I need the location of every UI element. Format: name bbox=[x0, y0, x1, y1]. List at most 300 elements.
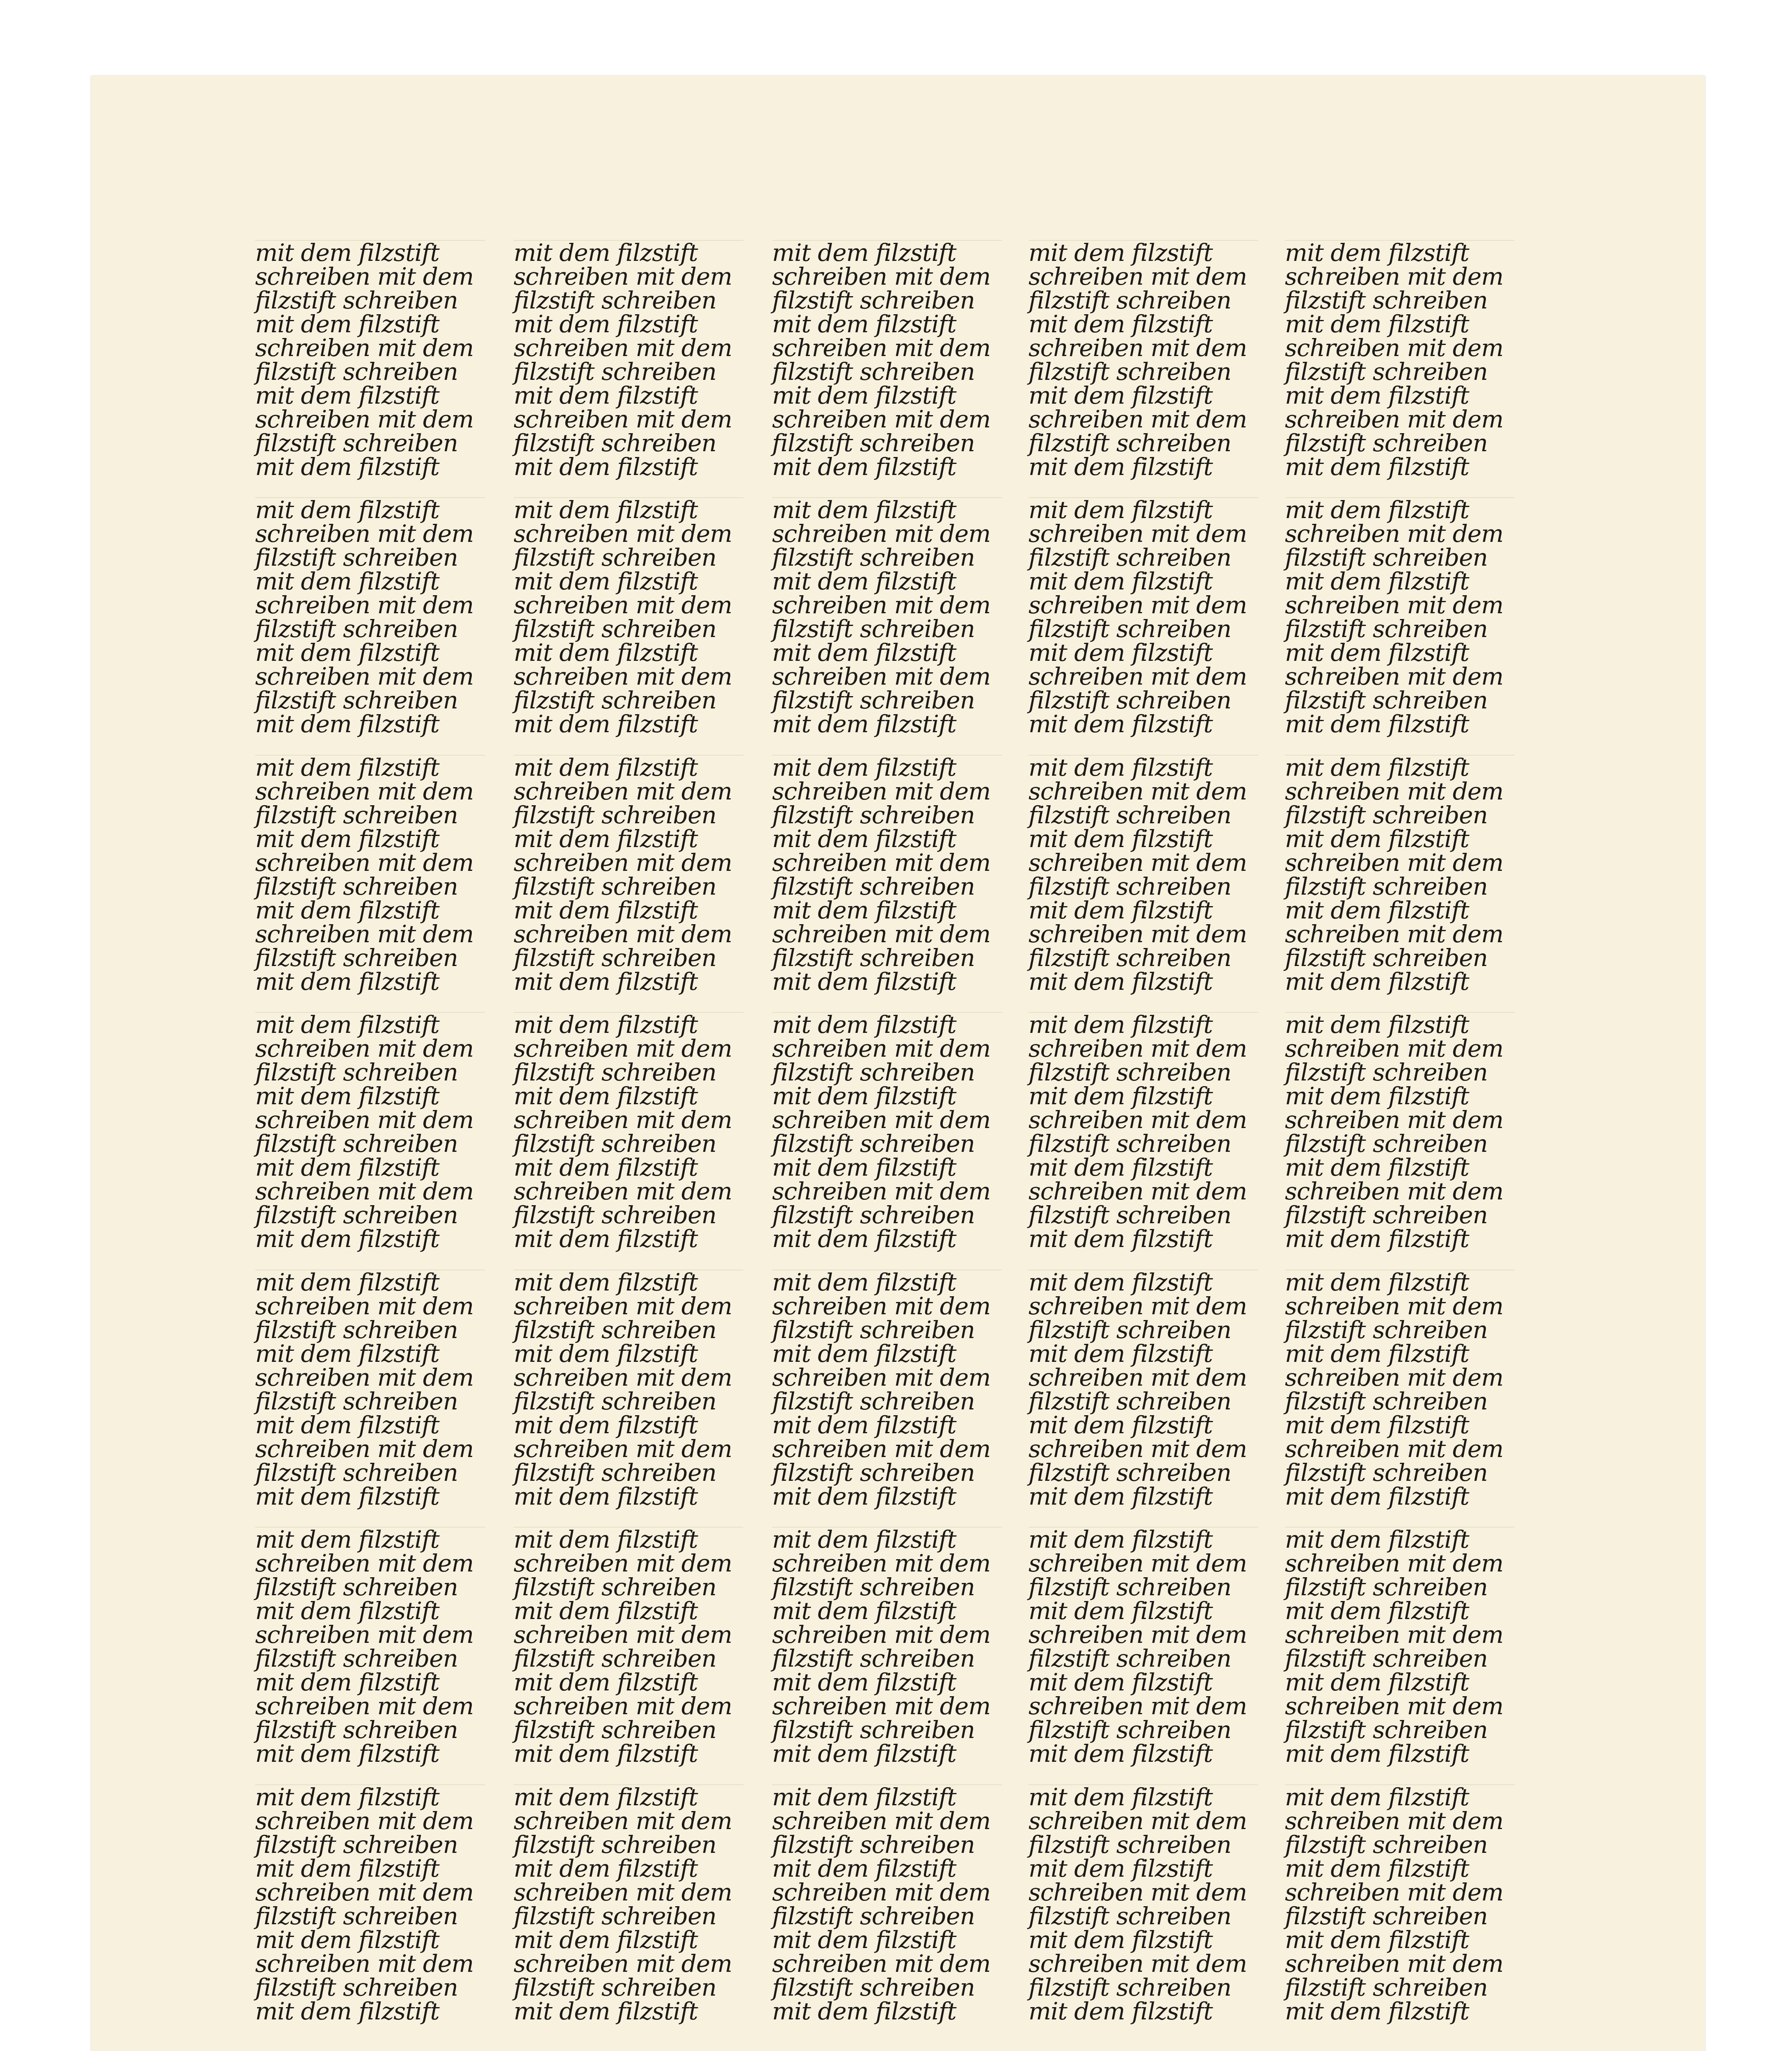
handwritten-line: mit dem filzstift bbox=[255, 1482, 439, 1510]
handwritten-line: mit dem filzstift bbox=[514, 239, 698, 267]
text-block bbox=[772, 1268, 1002, 1510]
text-block bbox=[255, 496, 485, 738]
handwritten-line: mit dem filzstift bbox=[772, 1526, 956, 1553]
handwritten-line: schreiben mit dem bbox=[514, 1035, 732, 1062]
handwritten-line: mit dem filzstift bbox=[255, 1526, 439, 1553]
text-block bbox=[255, 1526, 485, 1768]
text-block bbox=[1029, 496, 1258, 738]
handwritten-line: mit dem filzstift bbox=[514, 1268, 698, 1296]
handwritten-line: mit dem filzstift bbox=[255, 1740, 439, 1768]
handwritten-line: mit dem filzstift bbox=[514, 1597, 698, 1625]
handwritten-line: filzstift schreiben bbox=[255, 429, 458, 457]
handwritten-line: filzstift schreiben bbox=[514, 1902, 716, 1930]
handwritten-line: schreiben mit dem bbox=[772, 920, 991, 948]
handwritten-line: schreiben mit dem bbox=[1285, 1878, 1504, 1906]
handwritten-line: filzstift schreiben bbox=[255, 1902, 458, 1930]
handwritten-line: mit dem filzstift bbox=[1285, 1082, 1469, 1110]
handwritten-line: mit dem filzstift bbox=[514, 710, 698, 738]
handwritten-line: filzstift schreiben bbox=[514, 429, 716, 457]
handwritten-line: schreiben mit dem bbox=[1029, 1435, 1247, 1463]
handwritten-line: filzstift schreiben bbox=[1029, 286, 1231, 314]
handwritten-line: mit dem filzstift bbox=[1029, 1783, 1213, 1811]
handwritten-line: schreiben mit dem bbox=[514, 405, 732, 433]
handwritten-line: mit dem filzstift bbox=[772, 1153, 956, 1181]
handwritten-line: filzstift schreiben bbox=[772, 801, 975, 829]
handwritten-line: mit dem filzstift bbox=[1285, 496, 1469, 524]
handwritten-line: filzstift schreiben bbox=[1285, 1644, 1488, 1672]
handwritten-line: mit dem filzstift bbox=[1285, 1926, 1469, 1954]
handwritten-line: schreiben mit dem bbox=[255, 1435, 474, 1463]
handwritten-line: filzstift schreiben bbox=[255, 1573, 458, 1601]
handwritten-line: mit dem filzstift bbox=[1285, 754, 1469, 781]
handwritten-line: schreiben mit dem bbox=[1285, 849, 1504, 877]
handwritten-line: schreiben mit dem bbox=[514, 1364, 732, 1391]
handwritten-line: mit dem filzstift bbox=[1029, 968, 1213, 996]
handwritten-line: mit dem filzstift bbox=[255, 1926, 439, 1954]
handwritten-line: mit dem filzstift bbox=[1285, 825, 1469, 853]
handwritten-line: mit dem filzstift bbox=[514, 1082, 698, 1110]
handwritten-line: filzstift schreiben bbox=[772, 1058, 975, 1086]
handwritten-line: filzstift schreiben bbox=[255, 286, 458, 314]
handwritten-line: mit dem filzstift bbox=[1285, 567, 1469, 595]
handwritten-line: mit dem filzstift bbox=[1029, 1411, 1213, 1439]
handwritten-line: mit dem filzstift bbox=[772, 1340, 956, 1368]
handwritten-line: mit dem filzstift bbox=[255, 567, 439, 595]
text-block bbox=[514, 754, 743, 996]
handwritten-line: schreiben mit dem bbox=[772, 1292, 991, 1320]
handwritten-line: mit dem filzstift bbox=[255, 1855, 439, 1882]
handwritten-line: schreiben mit dem bbox=[255, 591, 474, 619]
handwritten-line: filzstift schreiben bbox=[255, 1716, 458, 1744]
handwritten-line: mit dem filzstift bbox=[772, 1740, 956, 1768]
text-block bbox=[1029, 1011, 1258, 1253]
handwritten-line: mit dem filzstift bbox=[772, 1783, 956, 1811]
handwritten-line: filzstift schreiben bbox=[1029, 358, 1231, 386]
handwritten-line: schreiben mit dem bbox=[514, 591, 732, 619]
handwritten-line: mit dem filzstift bbox=[514, 896, 698, 924]
handwritten-line: schreiben mit dem bbox=[1029, 1807, 1247, 1835]
handwritten-line: mit dem filzstift bbox=[1029, 1926, 1213, 1954]
handwritten-line: mit dem filzstift bbox=[514, 1411, 698, 1439]
handwritten-line: schreiben mit dem bbox=[514, 1692, 732, 1720]
handwritten-line: schreiben mit dem bbox=[772, 1106, 991, 1134]
text-block bbox=[514, 1783, 743, 2025]
text-block bbox=[255, 1011, 485, 1253]
handwritten-line: filzstift schreiben bbox=[255, 1644, 458, 1672]
text-block bbox=[514, 1011, 743, 1253]
handwritten-line: filzstift schreiben bbox=[514, 686, 716, 714]
handwritten-line: mit dem filzstift bbox=[1285, 1855, 1469, 1882]
handwritten-line: schreiben mit dem bbox=[1029, 334, 1247, 362]
handwritten-line: mit dem filzstift bbox=[1285, 1268, 1469, 1296]
handwritten-line: filzstift schreiben bbox=[1285, 1831, 1488, 1859]
handwritten-line: mit dem filzstift bbox=[1029, 825, 1213, 853]
handwritten-line: filzstift schreiben bbox=[255, 1973, 458, 2001]
text-block bbox=[255, 1783, 485, 2025]
handwritten-line: schreiben mit dem bbox=[1285, 920, 1504, 948]
text-block bbox=[772, 1783, 1002, 2025]
handwritten-line: filzstift schreiben bbox=[1285, 1387, 1488, 1415]
handwritten-line: filzstift schreiben bbox=[1285, 1058, 1488, 1086]
handwritten-line: filzstift schreiben bbox=[255, 358, 458, 386]
handwritten-line: schreiben mit dem bbox=[1285, 334, 1504, 362]
handwritten-line: mit dem filzstift bbox=[1029, 567, 1213, 595]
handwritten-line: schreiben mit dem bbox=[255, 777, 474, 805]
handwritten-line: schreiben mit dem bbox=[1285, 1621, 1504, 1649]
handwritten-line: schreiben mit dem bbox=[514, 1878, 732, 1906]
handwritten-line: filzstift schreiben bbox=[255, 1058, 458, 1086]
handwritten-line: filzstift schreiben bbox=[514, 1387, 716, 1415]
handwritten-line: schreiben mit dem bbox=[255, 662, 474, 690]
handwritten-line: schreiben mit dem bbox=[1285, 405, 1504, 433]
handwritten-line: schreiben mit dem bbox=[255, 1292, 474, 1320]
handwritten-line: mit dem filzstift bbox=[255, 381, 439, 409]
handwritten-line: schreiben mit dem bbox=[1285, 1364, 1504, 1391]
text-block bbox=[1029, 1526, 1258, 1768]
handwritten-line: filzstift schreiben bbox=[514, 1130, 716, 1158]
handwritten-line: schreiben mit dem bbox=[1029, 1950, 1247, 1978]
text-block bbox=[255, 239, 485, 481]
handwritten-line: schreiben mit dem bbox=[255, 1035, 474, 1062]
handwritten-line: mit dem filzstift bbox=[1029, 754, 1213, 781]
handwritten-line: mit dem filzstift bbox=[255, 754, 439, 781]
text-block bbox=[514, 1268, 743, 1510]
handwritten-line: mit dem filzstift bbox=[514, 1740, 698, 1768]
handwritten-line: mit dem filzstift bbox=[1029, 1082, 1213, 1110]
handwritten-line: mit dem filzstift bbox=[514, 825, 698, 853]
handwritten-line: mit dem filzstift bbox=[514, 1926, 698, 1954]
handwritten-line: schreiben mit dem bbox=[514, 334, 732, 362]
handwritten-line: schreiben mit dem bbox=[514, 1549, 732, 1577]
handwritten-line: schreiben mit dem bbox=[514, 1292, 732, 1320]
handwritten-line: filzstift schreiben bbox=[772, 944, 975, 972]
handwritten-line: schreiben mit dem bbox=[1029, 405, 1247, 433]
text-block bbox=[1285, 1526, 1515, 1768]
handwritten-line: schreiben mit dem bbox=[772, 263, 991, 290]
handwritten-line: schreiben mit dem bbox=[514, 1435, 732, 1463]
handwritten-line: mit dem filzstift bbox=[1029, 496, 1213, 524]
handwritten-line: schreiben mit dem bbox=[772, 591, 991, 619]
text-block bbox=[514, 239, 743, 481]
handwritten-line: filzstift schreiben bbox=[1285, 1573, 1488, 1601]
text-block bbox=[1029, 239, 1258, 481]
handwritten-line: mit dem filzstift bbox=[772, 1011, 956, 1039]
handwritten-line: schreiben mit dem bbox=[255, 1364, 474, 1391]
handwritten-line: mit dem filzstift bbox=[255, 1225, 439, 1253]
handwritten-line: schreiben mit dem bbox=[255, 1106, 474, 1134]
handwritten-line: filzstift schreiben bbox=[1029, 1644, 1231, 1672]
handwritten-line: filzstift schreiben bbox=[1285, 1201, 1488, 1229]
handwritten-line: schreiben mit dem bbox=[514, 920, 732, 948]
handwritten-line: filzstift schreiben bbox=[514, 1644, 716, 1672]
handwritten-line: schreiben mit dem bbox=[772, 520, 991, 548]
handwritten-line: schreiben mit dem bbox=[1029, 1035, 1247, 1062]
handwritten-line: mit dem filzstift bbox=[255, 825, 439, 853]
handwritten-line: mit dem filzstift bbox=[514, 1855, 698, 1882]
handwritten-line: filzstift schreiben bbox=[514, 615, 716, 643]
handwritten-line: mit dem filzstift bbox=[1285, 1597, 1469, 1625]
handwritten-line: schreiben mit dem bbox=[1029, 1292, 1247, 1320]
handwritten-line: schreiben mit dem bbox=[1285, 1950, 1504, 1978]
handwritten-line: mit dem filzstift bbox=[772, 1411, 956, 1439]
handwritten-line: mit dem filzstift bbox=[1285, 968, 1469, 996]
handwritten-line: filzstift schreiben bbox=[772, 1716, 975, 1744]
handwritten-line: mit dem filzstift bbox=[772, 710, 956, 738]
handwritten-line: mit dem filzstift bbox=[772, 896, 956, 924]
handwritten-line: mit dem filzstift bbox=[514, 1225, 698, 1253]
handwritten-line: mit dem filzstift bbox=[514, 1482, 698, 1510]
handwritten-line: filzstift schreiben bbox=[772, 686, 975, 714]
handwritten-line: mit dem filzstift bbox=[1029, 1225, 1213, 1253]
handwritten-line: mit dem filzstift bbox=[772, 1668, 956, 1696]
handwritten-line: mit dem filzstift bbox=[1285, 1482, 1469, 1510]
handwritten-line: mit dem filzstift bbox=[1029, 639, 1213, 667]
handwritten-line: schreiben mit dem bbox=[1285, 1549, 1504, 1577]
handwritten-line: filzstift schreiben bbox=[255, 686, 458, 714]
handwritten-line: mit dem filzstift bbox=[255, 1011, 439, 1039]
handwritten-line: filzstift schreiben bbox=[1029, 544, 1231, 571]
handwritten-line: filzstift schreiben bbox=[255, 944, 458, 972]
handwritten-line: mit dem filzstift bbox=[1029, 310, 1213, 338]
handwritten-line: mit dem filzstift bbox=[1029, 1011, 1213, 1039]
handwritten-line: schreiben mit dem bbox=[1029, 1621, 1247, 1649]
handwritten-line: mit dem filzstift bbox=[772, 1855, 956, 1882]
text-block bbox=[1285, 239, 1515, 481]
handwritten-line: filzstift schreiben bbox=[1029, 872, 1231, 900]
handwritten-line: schreiben mit dem bbox=[1285, 1035, 1504, 1062]
handwritten-line: filzstift schreiben bbox=[514, 1058, 716, 1086]
handwritten-line: mit dem filzstift bbox=[514, 639, 698, 667]
handwritten-line: mit dem filzstift bbox=[514, 1783, 698, 1811]
handwritten-line: schreiben mit dem bbox=[1029, 591, 1247, 619]
handwritten-line: filzstift schreiben bbox=[1285, 1902, 1488, 1930]
handwritten-line: filzstift schreiben bbox=[514, 872, 716, 900]
handwritten-line: filzstift schreiben bbox=[1285, 429, 1488, 457]
handwritten-line: schreiben mit dem bbox=[772, 1950, 991, 1978]
text-block bbox=[1285, 1783, 1515, 2025]
handwritten-line: mit dem filzstift bbox=[255, 1268, 439, 1296]
handwritten-line: mit dem filzstift bbox=[1285, 1997, 1469, 2025]
handwritten-line: mit dem filzstift bbox=[1285, 896, 1469, 924]
handwritten-line: mit dem filzstift bbox=[514, 453, 698, 481]
handwritten-line: filzstift schreiben bbox=[1285, 686, 1488, 714]
handwritten-line: mit dem filzstift bbox=[772, 1225, 956, 1253]
handwritten-line: filzstift schreiben bbox=[1029, 1316, 1231, 1344]
handwritten-line: filzstift schreiben bbox=[514, 544, 716, 571]
handwritten-line: mit dem filzstift bbox=[1285, 1153, 1469, 1181]
handwritten-line: filzstift schreiben bbox=[1285, 801, 1488, 829]
handwritten-line: filzstift schreiben bbox=[1029, 1716, 1231, 1744]
handwritten-line: filzstift schreiben bbox=[1029, 1130, 1231, 1158]
text-block bbox=[1285, 754, 1515, 996]
handwritten-line: schreiben mit dem bbox=[1029, 777, 1247, 805]
text-block bbox=[514, 1526, 743, 1768]
handwritten-line: schreiben mit dem bbox=[772, 1435, 991, 1463]
handwritten-line: mit dem filzstift bbox=[255, 239, 439, 267]
handwritten-line: schreiben mit dem bbox=[772, 1807, 991, 1835]
handwritten-line: mit dem filzstift bbox=[1029, 1597, 1213, 1625]
text-block bbox=[772, 1526, 1002, 1768]
handwritten-line: filzstift schreiben bbox=[1285, 944, 1488, 972]
handwritten-line: schreiben mit dem bbox=[514, 662, 732, 690]
handwritten-line: filzstift schreiben bbox=[1029, 801, 1231, 829]
handwritten-line: mit dem filzstift bbox=[514, 310, 698, 338]
handwritten-line: schreiben mit dem bbox=[1029, 1106, 1247, 1134]
handwritten-line: filzstift schreiben bbox=[772, 544, 975, 571]
handwritten-line: mit dem filzstift bbox=[772, 754, 956, 781]
handwritten-line: filzstift schreiben bbox=[514, 1831, 716, 1859]
text-block bbox=[772, 754, 1002, 996]
handwritten-line: filzstift schreiben bbox=[772, 1973, 975, 2001]
handwritten-line: schreiben mit dem bbox=[1029, 1364, 1247, 1391]
handwritten-line: mit dem filzstift bbox=[514, 968, 698, 996]
handwritten-line: filzstift schreiben bbox=[772, 358, 975, 386]
handwritten-line: schreiben mit dem bbox=[255, 1878, 474, 1906]
handwritten-line: filzstift schreiben bbox=[1029, 1058, 1231, 1086]
handwritten-line: mit dem filzstift bbox=[1285, 1783, 1469, 1811]
handwritten-line: schreiben mit dem bbox=[772, 1364, 991, 1391]
handwritten-line: schreiben mit dem bbox=[514, 263, 732, 290]
handwritten-line: mit dem filzstift bbox=[1029, 710, 1213, 738]
handwritten-line: schreiben mit dem bbox=[255, 1621, 474, 1649]
handwritten-line: mit dem filzstift bbox=[255, 453, 439, 481]
text-block bbox=[514, 496, 743, 738]
handwritten-line: mit dem filzstift bbox=[514, 1997, 698, 2025]
handwritten-line: filzstift schreiben bbox=[1029, 1831, 1231, 1859]
text-block bbox=[1285, 496, 1515, 738]
handwritten-line: schreiben mit dem bbox=[255, 1177, 474, 1205]
handwritten-line: schreiben mit dem bbox=[1285, 1106, 1504, 1134]
handwritten-line: schreiben mit dem bbox=[772, 1878, 991, 1906]
handwritten-line: mit dem filzstift bbox=[772, 381, 956, 409]
text-block bbox=[1029, 1783, 1258, 2025]
handwritten-line: mit dem filzstift bbox=[514, 1153, 698, 1181]
handwritten-line: filzstift schreiben bbox=[772, 1130, 975, 1158]
handwritten-line: mit dem filzstift bbox=[772, 1997, 956, 2025]
handwritten-line: filzstift schreiben bbox=[514, 1316, 716, 1344]
handwritten-line: mit dem filzstift bbox=[1285, 1411, 1469, 1439]
handwriting-grid bbox=[255, 240, 1537, 2045]
handwritten-line: schreiben mit dem bbox=[514, 849, 732, 877]
handwritten-line: schreiben mit dem bbox=[255, 1807, 474, 1835]
handwritten-line: mit dem filzstift bbox=[1029, 453, 1213, 481]
handwritten-line: mit dem filzstift bbox=[255, 1783, 439, 1811]
handwritten-line: filzstift schreiben bbox=[1285, 872, 1488, 900]
handwritten-line: filzstift schreiben bbox=[772, 1902, 975, 1930]
handwritten-line: filzstift schreiben bbox=[1029, 429, 1231, 457]
handwritten-line: filzstift schreiben bbox=[1285, 286, 1488, 314]
handwritten-line: filzstift schreiben bbox=[514, 358, 716, 386]
handwritten-line: mit dem filzstift bbox=[255, 1153, 439, 1181]
handwritten-line: schreiben mit dem bbox=[1285, 263, 1504, 290]
handwritten-line: filzstift schreiben bbox=[772, 1459, 975, 1487]
handwritten-line: schreiben mit dem bbox=[255, 520, 474, 548]
handwritten-line: filzstift schreiben bbox=[255, 1201, 458, 1229]
handwritten-line: schreiben mit dem bbox=[1285, 1435, 1504, 1463]
handwritten-line: mit dem filzstift bbox=[1029, 1340, 1213, 1368]
handwritten-line: schreiben mit dem bbox=[1285, 591, 1504, 619]
handwritten-line: schreiben mit dem bbox=[255, 1950, 474, 1978]
handwritten-line: schreiben mit dem bbox=[772, 1177, 991, 1205]
handwritten-line: filzstift schreiben bbox=[772, 1831, 975, 1859]
handwritten-line: filzstift schreiben bbox=[514, 1716, 716, 1744]
handwritten-line: filzstift schreiben bbox=[1029, 686, 1231, 714]
handwritten-line: filzstift schreiben bbox=[514, 801, 716, 829]
handwritten-line: mit dem filzstift bbox=[1285, 1740, 1469, 1768]
handwritten-line: filzstift schreiben bbox=[772, 1387, 975, 1415]
text-block bbox=[1029, 754, 1258, 996]
handwritten-line: filzstift schreiben bbox=[1029, 1459, 1231, 1487]
handwritten-line: schreiben mit dem bbox=[772, 777, 991, 805]
handwritten-line: mit dem filzstift bbox=[1285, 239, 1469, 267]
handwritten-line: schreiben mit dem bbox=[1285, 777, 1504, 805]
handwritten-line: mit dem filzstift bbox=[1029, 1997, 1213, 2025]
handwritten-line: mit dem filzstift bbox=[1029, 1668, 1213, 1696]
handwritten-line: mit dem filzstift bbox=[1285, 1225, 1469, 1253]
handwritten-line: mit dem filzstift bbox=[255, 1997, 439, 2025]
handwritten-line: mit dem filzstift bbox=[1285, 1526, 1469, 1553]
handwritten-line: mit dem filzstift bbox=[255, 639, 439, 667]
handwritten-line: mit dem filzstift bbox=[1285, 1668, 1469, 1696]
handwritten-line: schreiben mit dem bbox=[1029, 1549, 1247, 1577]
handwritten-line: mit dem filzstift bbox=[1029, 1526, 1213, 1553]
handwritten-line: schreiben mit dem bbox=[1029, 520, 1247, 548]
text-block bbox=[772, 1011, 1002, 1253]
text-block bbox=[1029, 1268, 1258, 1510]
handwritten-line: filzstift schreiben bbox=[1029, 1573, 1231, 1601]
handwritten-line: mit dem filzstift bbox=[772, 496, 956, 524]
handwritten-line: schreiben mit dem bbox=[772, 1621, 991, 1649]
handwritten-line: mit dem filzstift bbox=[514, 1011, 698, 1039]
handwritten-line: mit dem filzstift bbox=[1285, 381, 1469, 409]
handwritten-line: filzstift schreiben bbox=[255, 1387, 458, 1415]
handwritten-line: schreiben mit dem bbox=[772, 1549, 991, 1577]
handwritten-line: filzstift schreiben bbox=[772, 1316, 975, 1344]
handwritten-line: schreiben mit dem bbox=[1029, 1878, 1247, 1906]
handwritten-line: mit dem filzstift bbox=[1285, 1340, 1469, 1368]
handwritten-line: schreiben mit dem bbox=[772, 405, 991, 433]
handwritten-line: schreiben mit dem bbox=[514, 520, 732, 548]
handwritten-line: filzstift schreiben bbox=[1029, 1973, 1231, 2001]
handwritten-line: mit dem filzstift bbox=[514, 567, 698, 595]
handwritten-line: schreiben mit dem bbox=[772, 662, 991, 690]
text-block bbox=[1285, 1011, 1515, 1253]
handwritten-line: filzstift schreiben bbox=[1029, 615, 1231, 643]
handwritten-line: filzstift schreiben bbox=[1285, 615, 1488, 643]
handwritten-line: schreiben mit dem bbox=[1029, 1177, 1247, 1205]
handwritten-line: schreiben mit dem bbox=[255, 334, 474, 362]
handwritten-line: schreiben mit dem bbox=[514, 1621, 732, 1649]
handwritten-line: schreiben mit dem bbox=[1285, 1692, 1504, 1720]
handwritten-line: mit dem filzstift bbox=[1285, 453, 1469, 481]
handwritten-line: filzstift schreiben bbox=[1285, 358, 1488, 386]
handwritten-line: mit dem filzstift bbox=[1029, 1268, 1213, 1296]
handwritten-line: filzstift schreiben bbox=[1285, 544, 1488, 571]
handwritten-line: mit dem filzstift bbox=[514, 1340, 698, 1368]
handwritten-line: filzstift schreiben bbox=[255, 544, 458, 571]
handwritten-line: mit dem filzstift bbox=[772, 1082, 956, 1110]
handwritten-line: filzstift schreiben bbox=[1029, 1387, 1231, 1415]
handwritten-line: schreiben mit dem bbox=[514, 777, 732, 805]
handwritten-line: mit dem filzstift bbox=[255, 710, 439, 738]
handwritten-line: filzstift schreiben bbox=[772, 1573, 975, 1601]
handwritten-line: filzstift schreiben bbox=[772, 286, 975, 314]
handwritten-line: mit dem filzstift bbox=[514, 496, 698, 524]
handwritten-line: filzstift schreiben bbox=[255, 615, 458, 643]
handwritten-line: filzstift schreiben bbox=[514, 1201, 716, 1229]
handwritten-line: mit dem filzstift bbox=[255, 496, 439, 524]
text-block bbox=[255, 754, 485, 996]
